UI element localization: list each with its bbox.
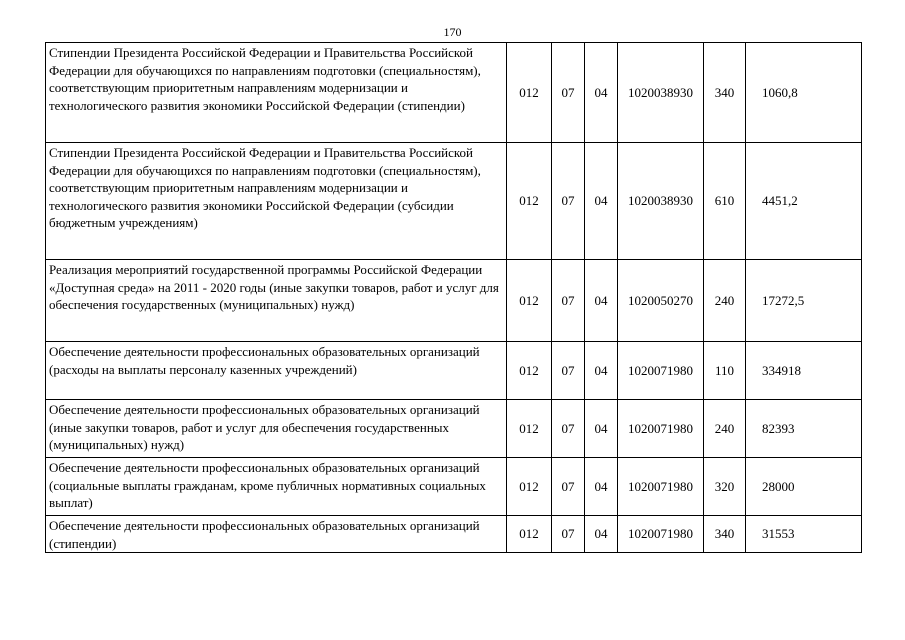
section-code-cell: 07 (552, 458, 585, 516)
ministry-code-cell: 012 (507, 43, 552, 143)
target-article-cell: 1020038930 (618, 43, 704, 143)
expense-type-cell: 610 (704, 143, 746, 260)
amount-cell: 334918 (746, 342, 862, 400)
subsection-code-cell: 04 (585, 43, 618, 143)
item-name-cell: Обеспечение деятельности профессиональных образовательных организаций (иные закупки товаров, работ и услуг для обеспечения государственных (муниципальных) нужд) (46, 400, 507, 458)
amount-cell: 82393 (746, 400, 862, 458)
ministry-code-cell: 012 (507, 260, 552, 342)
table-row (46, 143, 862, 260)
target-article-cell: 1020050270 (618, 260, 704, 342)
subsection-code-cell: 04 (585, 458, 618, 516)
amount-cell: 31553 (746, 516, 862, 553)
section-code-cell: 07 (552, 260, 585, 342)
item-name-cell: Обеспечение деятельности профессиональных образовательных организаций (расходы на выплаты персоналу казенных учреждений) (46, 342, 507, 400)
ministry-code-cell: 012 (507, 400, 552, 458)
table-row (46, 43, 862, 143)
ministry-code-cell: 012 (507, 516, 552, 553)
item-name-cell: Обеспечение деятельности профессиональных образовательных организаций (социальные выплаты гражданам, кроме публичных нормативных социальных выплат) (46, 458, 507, 516)
amount-cell: 17272,5 (746, 260, 862, 342)
target-article-cell: 1020038930 (618, 143, 704, 260)
expense-type-cell: 110 (704, 342, 746, 400)
subsection-code-cell: 04 (585, 143, 618, 260)
table-row (46, 342, 862, 400)
subsection-code-cell: 04 (585, 260, 618, 342)
section-code-cell: 07 (552, 43, 585, 143)
expense-type-cell: 340 (704, 516, 746, 553)
subsection-code-cell: 04 (585, 516, 618, 553)
budget-table (45, 42, 862, 553)
section-code-cell: 07 (552, 516, 585, 553)
table-row (46, 400, 862, 458)
target-article-cell: 1020071980 (618, 458, 704, 516)
item-name-cell: Обеспечение деятельности профессиональных образовательных организаций (стипендии) (46, 516, 507, 553)
target-article-cell: 1020071980 (618, 400, 704, 458)
subsection-code-cell: 04 (585, 342, 618, 400)
subsection-code-cell: 04 (585, 400, 618, 458)
table-row (46, 260, 862, 342)
expense-type-cell: 240 (704, 400, 746, 458)
ministry-code-cell: 012 (507, 342, 552, 400)
target-article-cell: 1020071980 (618, 342, 704, 400)
table-row (46, 516, 862, 553)
section-code-cell: 07 (552, 342, 585, 400)
target-article-cell: 1020071980 (618, 516, 704, 553)
amount-cell: 1060,8 (746, 43, 862, 143)
expense-type-cell: 340 (704, 43, 746, 143)
section-code-cell: 07 (552, 400, 585, 458)
amount-cell: 28000 (746, 458, 862, 516)
ministry-code-cell: 012 (507, 143, 552, 260)
expense-type-cell: 240 (704, 260, 746, 342)
amount-cell: 4451,2 (746, 143, 862, 260)
ministry-code-cell: 012 (507, 458, 552, 516)
item-name-cell: Стипендии Президента Российской Федерации и Правительства Российской Федерации для обучающихся по направлениям подготовки (специальностям), соответствующим приоритетным направлениям модернизации и технологического развития экономики Российской Федерации (субсидии бюджетным учреждениям) (46, 143, 507, 260)
item-name-cell: Стипендии Президента Российской Федерации и Правительства Российской Федерации для обучающихся по направлениям подготовки (специальностям), соответствующим приоритетным направлениям модернизации и технологического развития экономики Российской Федерации (стипендии) (46, 43, 507, 143)
item-name-cell: Реализация мероприятий государственной программы Российской Федерации «Доступная среда» на 2011 - 2020 годы (иные закупки товаров, работ и услуг для обеспечения государственных (муниципальных) нужд) (46, 260, 507, 342)
section-code-cell: 07 (552, 143, 585, 260)
expense-type-cell: 320 (704, 458, 746, 516)
page-number: 170 (443, 25, 462, 39)
table-row (46, 458, 862, 516)
